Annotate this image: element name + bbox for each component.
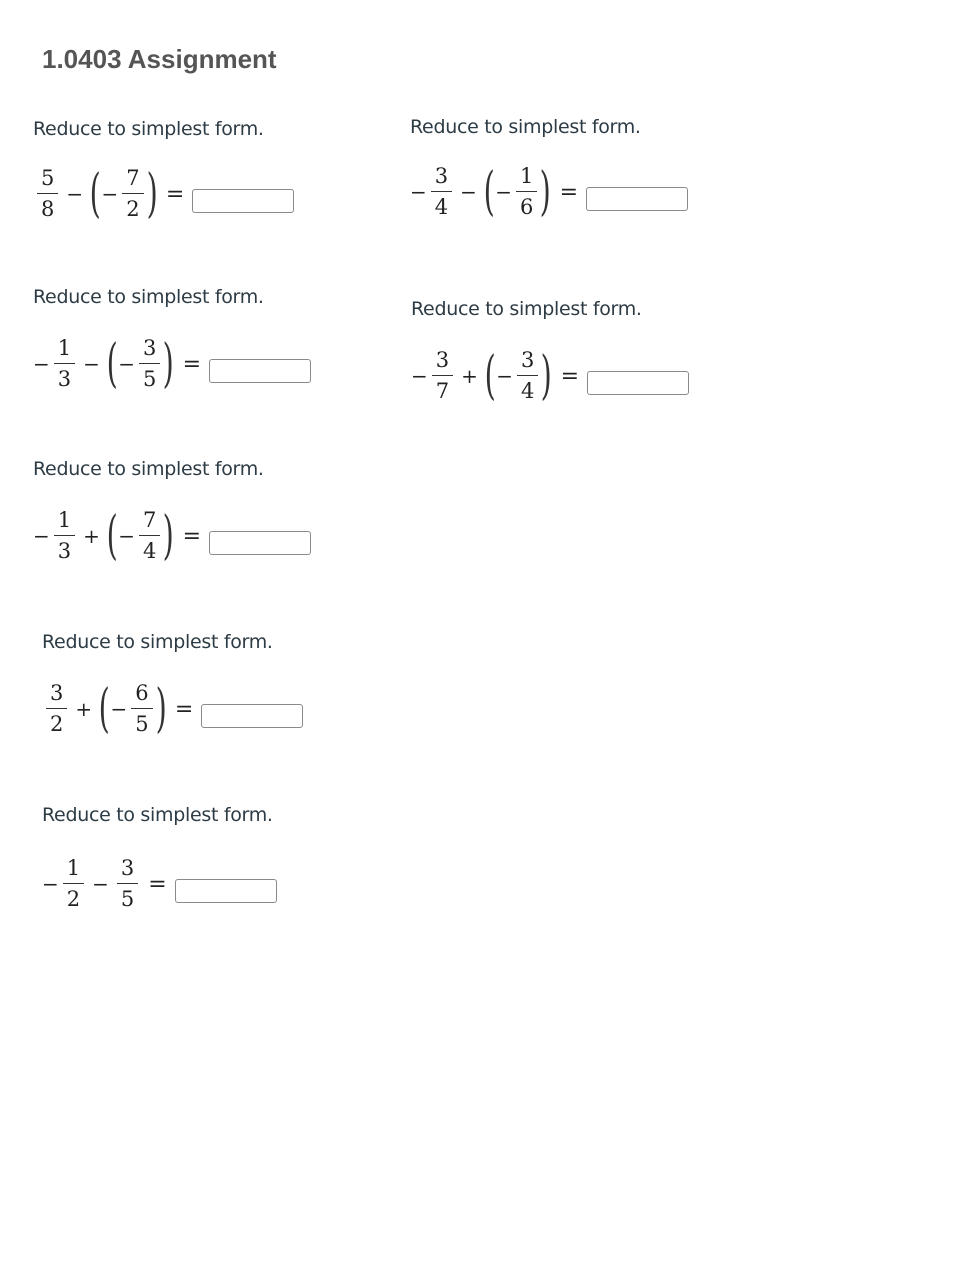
numerator: 1 (54, 338, 75, 364)
numerator: 1 (516, 166, 537, 192)
numerator: 1 (63, 858, 84, 884)
right-paren: ) (162, 506, 175, 566)
numerator: 3 (117, 858, 138, 884)
answer-input[interactable] (586, 187, 688, 211)
operator: − (83, 352, 100, 376)
answer-input[interactable] (209, 359, 311, 383)
math-expression (42, 858, 277, 910)
page-title: 1.0403 Assignment (42, 44, 277, 74)
operator: − (460, 180, 477, 204)
sign: − (410, 180, 427, 204)
right-paren: ) (539, 162, 552, 222)
left-paren: ( (98, 679, 110, 739)
problem-prompt: Reduce to simplest form. (33, 286, 264, 308)
fraction-a (54, 510, 75, 562)
numerator: 7 (139, 510, 160, 536)
operator: + (461, 364, 478, 388)
problem-4 (411, 298, 642, 406)
math-expression (33, 506, 311, 566)
numerator: 3 (432, 350, 453, 376)
fraction-b (131, 683, 152, 735)
fraction-a (63, 858, 84, 910)
fraction-b (117, 858, 138, 910)
equals-sign: = (559, 179, 579, 205)
numerator: 6 (131, 683, 152, 709)
problem-prompt: Reduce to simplest form. (411, 298, 642, 320)
equals-sign: = (165, 181, 185, 207)
sign: − (118, 352, 135, 376)
problem-3 (33, 286, 264, 394)
math-expression (33, 334, 311, 394)
problem-prompt: Reduce to simplest form. (410, 116, 641, 138)
sign: − (101, 182, 119, 206)
denominator: 8 (41, 197, 55, 221)
sign: − (33, 524, 50, 548)
numerator: 3 (517, 350, 538, 376)
answer-input[interactable] (175, 879, 277, 903)
sign: − (42, 872, 59, 896)
numerator: 3 (46, 683, 67, 709)
operator: + (75, 697, 93, 721)
operator: + (83, 524, 100, 548)
denominator: 5 (142, 367, 157, 391)
problem-5 (33, 458, 264, 566)
fraction-a (431, 166, 452, 218)
right-paren: ) (540, 346, 553, 406)
fraction-b (139, 338, 160, 390)
left-paren: ( (483, 162, 495, 222)
problem-prompt: Reduce to simplest form. (33, 458, 264, 480)
denominator: 3 (57, 539, 72, 563)
sign: − (411, 364, 428, 388)
numerator: 1 (54, 510, 75, 536)
sign: − (110, 697, 128, 721)
denominator: 4 (142, 539, 157, 563)
operator: − (66, 182, 84, 206)
equals-sign: = (182, 523, 202, 549)
fraction-b (516, 166, 537, 218)
denominator: 3 (57, 367, 72, 391)
denominator: 4 (520, 379, 535, 403)
left-paren: ( (89, 164, 101, 224)
problem-prompt: Reduce to simplest form. (42, 631, 273, 653)
denominator: 5 (120, 887, 135, 911)
denominator: 6 (519, 195, 534, 219)
operator: − (92, 872, 109, 896)
equals-sign: = (148, 871, 167, 897)
denominator: 7 (435, 379, 450, 403)
denominator: 2 (50, 712, 64, 736)
math-expression (42, 679, 303, 739)
answer-input[interactable] (201, 704, 303, 728)
fraction-b (122, 168, 143, 220)
denominator: 2 (126, 197, 140, 221)
fraction-a (54, 338, 75, 390)
answer-input[interactable] (587, 371, 689, 395)
fraction-a (46, 683, 67, 735)
numerator: 5 (37, 168, 58, 194)
left-paren: ( (106, 506, 118, 566)
fraction-a (37, 168, 58, 220)
sign: − (33, 352, 50, 376)
denominator: 4 (434, 195, 449, 219)
math-expression (410, 162, 688, 222)
equals-sign: = (560, 363, 580, 389)
sign: − (496, 364, 513, 388)
problem-prompt: Reduce to simplest form. (33, 118, 264, 140)
fraction-b (139, 510, 160, 562)
answer-input[interactable] (192, 189, 294, 213)
answer-input[interactable] (209, 531, 311, 555)
math-expression (33, 164, 294, 224)
problem-1 (33, 118, 264, 224)
numerator: 3 (431, 166, 452, 192)
denominator: 2 (66, 887, 81, 911)
right-paren: ) (162, 334, 175, 394)
fraction-a (432, 350, 453, 402)
fraction-b (517, 350, 538, 402)
math-expression (411, 346, 689, 406)
equals-sign: = (182, 351, 202, 377)
left-paren: ( (484, 346, 496, 406)
right-paren: ) (146, 164, 158, 224)
problem-6 (42, 631, 273, 739)
sign: − (495, 180, 512, 204)
equals-sign: = (174, 696, 194, 722)
problem-7 (42, 804, 273, 911)
sign: − (118, 524, 135, 548)
problem-2 (410, 116, 641, 222)
problem-prompt: Reduce to simplest form. (42, 804, 273, 826)
left-paren: ( (106, 334, 118, 394)
denominator: 5 (135, 712, 149, 736)
right-paren: ) (155, 679, 167, 739)
numerator: 7 (122, 168, 143, 194)
numerator: 3 (139, 338, 160, 364)
